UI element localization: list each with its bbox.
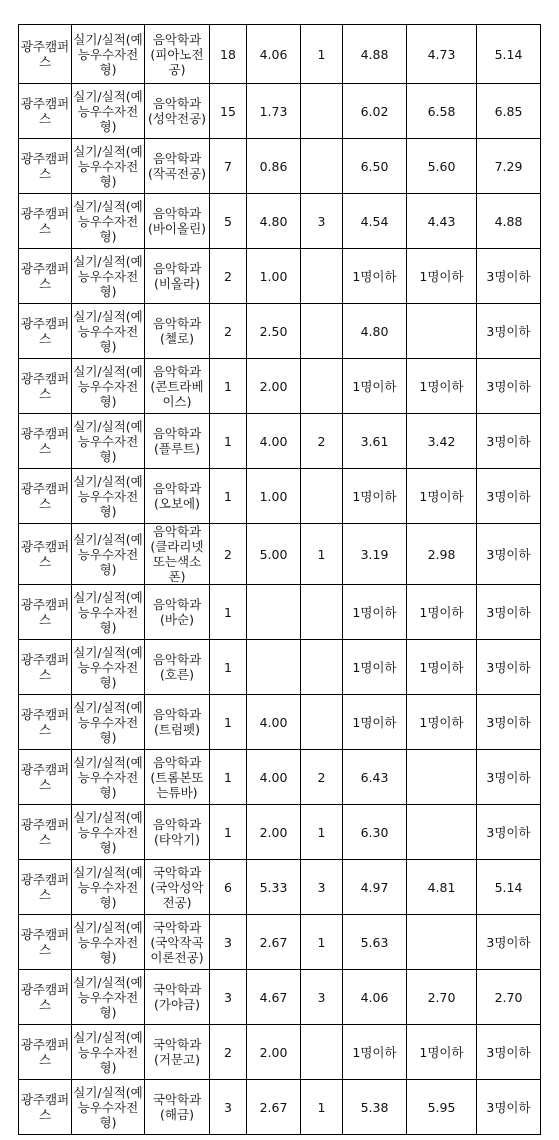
grade-cutoff-cell: 3.61 (343, 414, 407, 469)
competition-rate-cell: 2.67 (247, 1080, 301, 1135)
admission-type-cell: 실기/실적(예능우수자전형) (72, 139, 145, 194)
campus-cell: 광주캠퍼스 (19, 970, 72, 1025)
grade-cutoff-cell: 1명이하 (343, 1025, 407, 1080)
department-cell: 음악학과(첼로) (145, 304, 210, 359)
quota-cell: 6 (210, 860, 247, 915)
department-cell: 음악학과(작곡전공) (145, 139, 210, 194)
grade-average-cell (407, 750, 477, 805)
waitlist-cell: 1 (301, 915, 343, 970)
quota-cell: 18 (210, 25, 247, 84)
department-cell: 음악학과(트럼펫) (145, 695, 210, 750)
admission-type-cell: 실기/실적(예능우수자전형) (72, 860, 145, 915)
department-cell: 음악학과(클라리넷또는색소폰) (145, 524, 210, 585)
department-cell: 음악학과(성악전공) (145, 84, 210, 139)
grade-cutoff-cell: 4.54 (343, 194, 407, 249)
quota-cell: 1 (210, 469, 247, 524)
admission-type-cell: 실기/실적(예능우수자전형) (72, 805, 145, 860)
quota-cell: 1 (210, 640, 247, 695)
table-row (19, 359, 541, 414)
competition-rate-cell: 4.67 (247, 970, 301, 1025)
campus-cell: 광주캠퍼스 (19, 84, 72, 139)
competition-rate-cell: 4.06 (247, 25, 301, 84)
department-cell: 음악학과(트롬본또는튜바) (145, 750, 210, 805)
campus-cell: 광주캠퍼스 (19, 249, 72, 304)
grade-cutoff-cell: 4.88 (343, 25, 407, 84)
quota-cell: 5 (210, 194, 247, 249)
grade-max-cell: 3명이하 (477, 524, 541, 585)
waitlist-cell: 3 (301, 860, 343, 915)
grade-max-cell: 3명이하 (477, 695, 541, 750)
quota-cell: 1 (210, 750, 247, 805)
grade-cutoff-cell: 1명이하 (343, 640, 407, 695)
campus-cell: 광주캠퍼스 (19, 1025, 72, 1080)
waitlist-cell: 1 (301, 25, 343, 84)
table-row (19, 1025, 541, 1080)
admission-type-cell: 실기/실적(예능우수자전형) (72, 1025, 145, 1080)
competition-rate-cell: 2.00 (247, 359, 301, 414)
grade-max-cell: 3명이하 (477, 805, 541, 860)
grade-average-cell (407, 805, 477, 860)
campus-cell: 광주캠퍼스 (19, 304, 72, 359)
grade-max-cell: 3명이하 (477, 915, 541, 970)
competition-rate-cell: 4.80 (247, 194, 301, 249)
waitlist-cell (301, 695, 343, 750)
competition-rate-cell: 0.86 (247, 139, 301, 194)
quota-cell: 1 (210, 805, 247, 860)
grade-average-cell: 4.73 (407, 25, 477, 84)
waitlist-cell (301, 640, 343, 695)
grade-average-cell: 5.60 (407, 139, 477, 194)
table-row (19, 640, 541, 695)
grade-max-cell: 3명이하 (477, 414, 541, 469)
waitlist-cell (301, 469, 343, 524)
table-row (19, 585, 541, 640)
grade-average-cell: 2.70 (407, 970, 477, 1025)
campus-cell: 광주캠퍼스 (19, 469, 72, 524)
waitlist-cell: 3 (301, 970, 343, 1025)
grade-cutoff-cell: 6.02 (343, 84, 407, 139)
grade-cutoff-cell: 4.97 (343, 860, 407, 915)
waitlist-cell: 3 (301, 194, 343, 249)
campus-cell: 광주캠퍼스 (19, 359, 72, 414)
grade-cutoff-cell: 5.63 (343, 915, 407, 970)
grade-average-cell (407, 304, 477, 359)
quota-cell: 2 (210, 524, 247, 585)
competition-rate-cell (247, 585, 301, 640)
campus-cell: 광주캠퍼스 (19, 194, 72, 249)
department-cell: 국악학과(국악성악전공) (145, 860, 210, 915)
admission-results-table (18, 24, 541, 1135)
campus-cell: 광주캠퍼스 (19, 915, 72, 970)
grade-max-cell: 7.29 (477, 139, 541, 194)
grade-cutoff-cell: 1명이하 (343, 585, 407, 640)
department-cell: 국악학과(국악작곡이론전공) (145, 915, 210, 970)
admission-type-cell: 실기/실적(예능우수자전형) (72, 585, 145, 640)
grade-average-cell: 3.42 (407, 414, 477, 469)
table-row (19, 860, 541, 915)
grade-cutoff-cell: 6.50 (343, 139, 407, 194)
grade-average-cell: 1명이하 (407, 359, 477, 414)
quota-cell: 3 (210, 1080, 247, 1135)
quota-cell: 3 (210, 970, 247, 1025)
competition-rate-cell: 1.00 (247, 469, 301, 524)
grade-average-cell: 1명이하 (407, 640, 477, 695)
department-cell: 음악학과(비올라) (145, 249, 210, 304)
admission-type-cell: 실기/실적(예능우수자전형) (72, 359, 145, 414)
admission-type-cell: 실기/실적(예능우수자전형) (72, 469, 145, 524)
grade-average-cell: 4.81 (407, 860, 477, 915)
grade-max-cell: 3명이하 (477, 359, 541, 414)
campus-cell: 광주캠퍼스 (19, 25, 72, 84)
grade-average-cell: 2.98 (407, 524, 477, 585)
grade-max-cell: 2.70 (477, 970, 541, 1025)
admission-type-cell: 실기/실적(예능우수자전형) (72, 414, 145, 469)
competition-rate-cell: 2.67 (247, 915, 301, 970)
waitlist-cell (301, 139, 343, 194)
waitlist-cell (301, 84, 343, 139)
table-row (19, 750, 541, 805)
table-row (19, 304, 541, 359)
campus-cell: 광주캠퍼스 (19, 139, 72, 194)
grade-average-cell: 6.58 (407, 84, 477, 139)
campus-cell: 광주캠퍼스 (19, 805, 72, 860)
admission-type-cell: 실기/실적(예능우수자전형) (72, 194, 145, 249)
quota-cell: 1 (210, 414, 247, 469)
department-cell: 국악학과(가야금) (145, 970, 210, 1025)
campus-cell: 광주캠퍼스 (19, 640, 72, 695)
grade-max-cell: 3명이하 (477, 1080, 541, 1135)
waitlist-cell: 1 (301, 524, 343, 585)
table-row (19, 139, 541, 194)
department-cell: 음악학과(타악기) (145, 805, 210, 860)
quota-cell: 1 (210, 585, 247, 640)
table-row (19, 25, 541, 84)
department-cell: 음악학과(바이올린) (145, 194, 210, 249)
grade-cutoff-cell: 1명이하 (343, 249, 407, 304)
grade-max-cell: 3명이하 (477, 249, 541, 304)
table-row (19, 249, 541, 304)
grade-average-cell: 4.43 (407, 194, 477, 249)
quota-cell: 15 (210, 84, 247, 139)
admission-type-cell: 실기/실적(예능우수자전형) (72, 970, 145, 1025)
competition-rate-cell: 4.00 (247, 695, 301, 750)
quota-cell: 3 (210, 915, 247, 970)
grade-max-cell: 3명이하 (477, 469, 541, 524)
grade-max-cell: 3명이하 (477, 585, 541, 640)
grade-average-cell: 1명이하 (407, 695, 477, 750)
campus-cell: 광주캠퍼스 (19, 695, 72, 750)
grade-cutoff-cell: 1명이하 (343, 359, 407, 414)
admission-type-cell: 실기/실적(예능우수자전형) (72, 304, 145, 359)
grade-max-cell: 3명이하 (477, 304, 541, 359)
admission-type-cell: 실기/실적(예능우수자전형) (72, 84, 145, 139)
competition-rate-cell: 5.00 (247, 524, 301, 585)
competition-rate-cell: 1.73 (247, 84, 301, 139)
grade-cutoff-cell: 6.30 (343, 805, 407, 860)
admission-type-cell: 실기/실적(예능우수자전형) (72, 249, 145, 304)
grade-average-cell: 1명이하 (407, 1025, 477, 1080)
grade-cutoff-cell: 3.19 (343, 524, 407, 585)
table-row (19, 695, 541, 750)
waitlist-cell (301, 304, 343, 359)
table-row (19, 469, 541, 524)
admission-type-cell: 실기/실적(예능우수자전형) (72, 695, 145, 750)
quota-cell: 1 (210, 695, 247, 750)
grade-average-cell: 1명이하 (407, 469, 477, 524)
grade-max-cell: 5.14 (477, 860, 541, 915)
campus-cell: 광주캠퍼스 (19, 1080, 72, 1135)
competition-rate-cell: 5.33 (247, 860, 301, 915)
table-row (19, 970, 541, 1025)
grade-max-cell: 5.14 (477, 25, 541, 84)
competition-rate-cell (247, 640, 301, 695)
grade-max-cell: 3명이하 (477, 1025, 541, 1080)
department-cell: 음악학과(플루트) (145, 414, 210, 469)
grade-max-cell: 3명이하 (477, 750, 541, 805)
competition-rate-cell: 2.00 (247, 1025, 301, 1080)
quota-cell: 2 (210, 249, 247, 304)
grade-cutoff-cell: 1명이하 (343, 695, 407, 750)
table-row (19, 194, 541, 249)
campus-cell: 광주캠퍼스 (19, 524, 72, 585)
department-cell: 음악학과(피아노전공) (145, 25, 210, 84)
waitlist-cell: 2 (301, 750, 343, 805)
waitlist-cell: 1 (301, 1080, 343, 1135)
grade-cutoff-cell: 5.38 (343, 1080, 407, 1135)
competition-rate-cell: 4.00 (247, 750, 301, 805)
department-cell: 음악학과(콘트라베이스) (145, 359, 210, 414)
admission-type-cell: 실기/실적(예능우수자전형) (72, 25, 145, 84)
grade-max-cell: 4.88 (477, 194, 541, 249)
campus-cell: 광주캠퍼스 (19, 860, 72, 915)
department-cell: 음악학과(오보에) (145, 469, 210, 524)
grade-max-cell: 6.85 (477, 84, 541, 139)
waitlist-cell (301, 1025, 343, 1080)
grade-cutoff-cell: 6.43 (343, 750, 407, 805)
campus-cell: 광주캠퍼스 (19, 750, 72, 805)
admission-type-cell: 실기/실적(예능우수자전형) (72, 915, 145, 970)
quota-cell: 7 (210, 139, 247, 194)
admission-type-cell: 실기/실적(예능우수자전형) (72, 640, 145, 695)
grade-average-cell: 1명이하 (407, 585, 477, 640)
quota-cell: 2 (210, 304, 247, 359)
quota-cell: 1 (210, 359, 247, 414)
table-row (19, 915, 541, 970)
department-cell: 음악학과(호른) (145, 640, 210, 695)
grade-cutoff-cell: 1명이하 (343, 469, 407, 524)
table-row (19, 84, 541, 139)
waitlist-cell (301, 249, 343, 304)
department-cell: 음악학과(바순) (145, 585, 210, 640)
admission-type-cell: 실기/실적(예능우수자전형) (72, 1080, 145, 1135)
grade-max-cell: 3명이하 (477, 640, 541, 695)
table-row (19, 414, 541, 469)
department-cell: 국악학과(해금) (145, 1080, 210, 1135)
competition-rate-cell: 4.00 (247, 414, 301, 469)
competition-rate-cell: 1.00 (247, 249, 301, 304)
grade-cutoff-cell: 4.06 (343, 970, 407, 1025)
competition-rate-cell: 2.50 (247, 304, 301, 359)
admission-type-cell: 실기/실적(예능우수자전형) (72, 750, 145, 805)
waitlist-cell: 2 (301, 414, 343, 469)
table-row (19, 1080, 541, 1135)
waitlist-cell: 1 (301, 805, 343, 860)
campus-cell: 광주캠퍼스 (19, 414, 72, 469)
grade-average-cell: 1명이하 (407, 249, 477, 304)
quota-cell: 2 (210, 1025, 247, 1080)
department-cell: 국악학과(거문고) (145, 1025, 210, 1080)
competition-rate-cell: 2.00 (247, 805, 301, 860)
waitlist-cell (301, 585, 343, 640)
campus-cell: 광주캠퍼스 (19, 585, 72, 640)
grade-average-cell: 5.95 (407, 1080, 477, 1135)
waitlist-cell (301, 359, 343, 414)
grade-average-cell (407, 915, 477, 970)
table-row (19, 805, 541, 860)
grade-cutoff-cell: 4.80 (343, 304, 407, 359)
table-row (19, 524, 541, 585)
admission-type-cell: 실기/실적(예능우수자전형) (72, 524, 145, 585)
